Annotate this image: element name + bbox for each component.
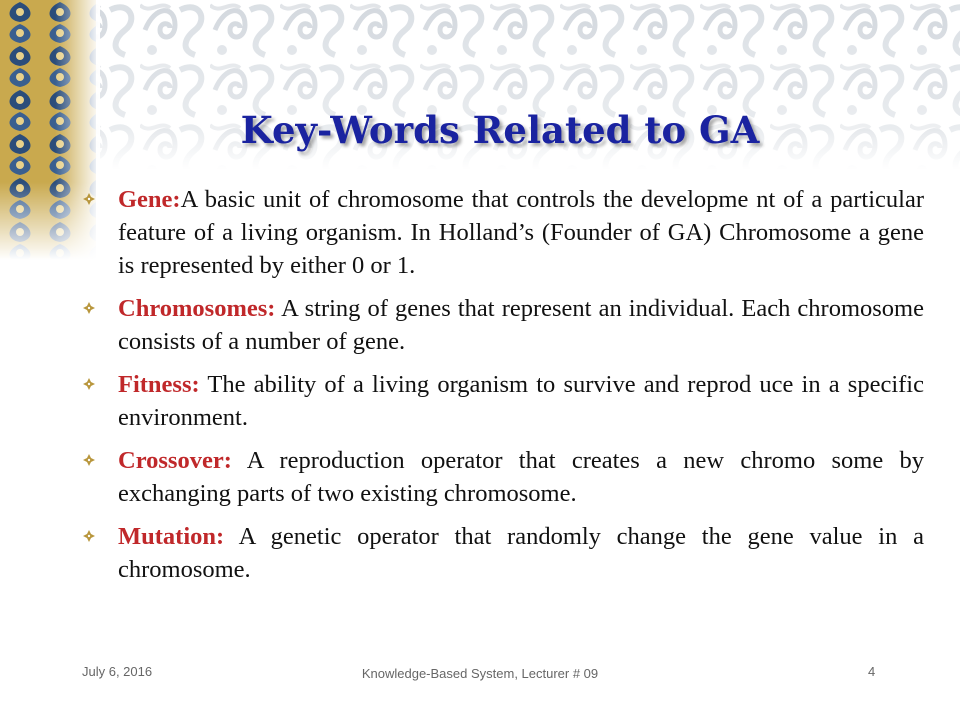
footer-page-number: 4 — [868, 664, 876, 679]
term-definition: A basic unit of chromosome that controls the developme nt of a particular feature of a living organism. In Holland’s (Founder of GA) Chromosome a gene is represented by either 0 or 1. — [118, 186, 924, 279]
term-definition: A reproduction operator that creates a new chromo some by exchanging parts of two existing chromosome. — [118, 447, 924, 507]
diamond-bullet-icon — [82, 520, 102, 553]
list-item-crossover — [82, 444, 924, 510]
term-label: Chromosomes: — [118, 295, 276, 322]
term-label: Fitness: — [118, 371, 200, 398]
footer-course: Knowledge-Based System, Lecturer # 09 — [361, 666, 599, 681]
diamond-bullet-icon — [82, 368, 102, 401]
list-item-chromosomes — [82, 292, 924, 358]
list-item-mutation — [82, 520, 924, 586]
list-item-gene — [82, 183, 924, 282]
diamond-bullet-icon — [82, 292, 102, 325]
list-item-fitness — [82, 368, 924, 434]
term-label: Mutation: — [118, 523, 225, 550]
bullet-list — [82, 183, 924, 596]
diamond-bullet-icon — [82, 183, 102, 216]
term-label: Gene: — [118, 186, 181, 213]
term-definition: A string of genes that represent an individual. Each chromosome consists of a number of gene. — [118, 295, 924, 355]
diamond-bullet-icon — [82, 444, 102, 477]
term-definition: The ability of a living organism to survive and reprod uce in a specific environment. — [118, 371, 924, 431]
footer-date: July 6, 2016 — [82, 664, 153, 679]
term-definition: A genetic operator that randomly change the gene value in a chromosome. — [118, 523, 924, 583]
term-label: Crossover: — [118, 447, 232, 474]
slide-title: Key-Words Related to GA — [240, 108, 760, 152]
